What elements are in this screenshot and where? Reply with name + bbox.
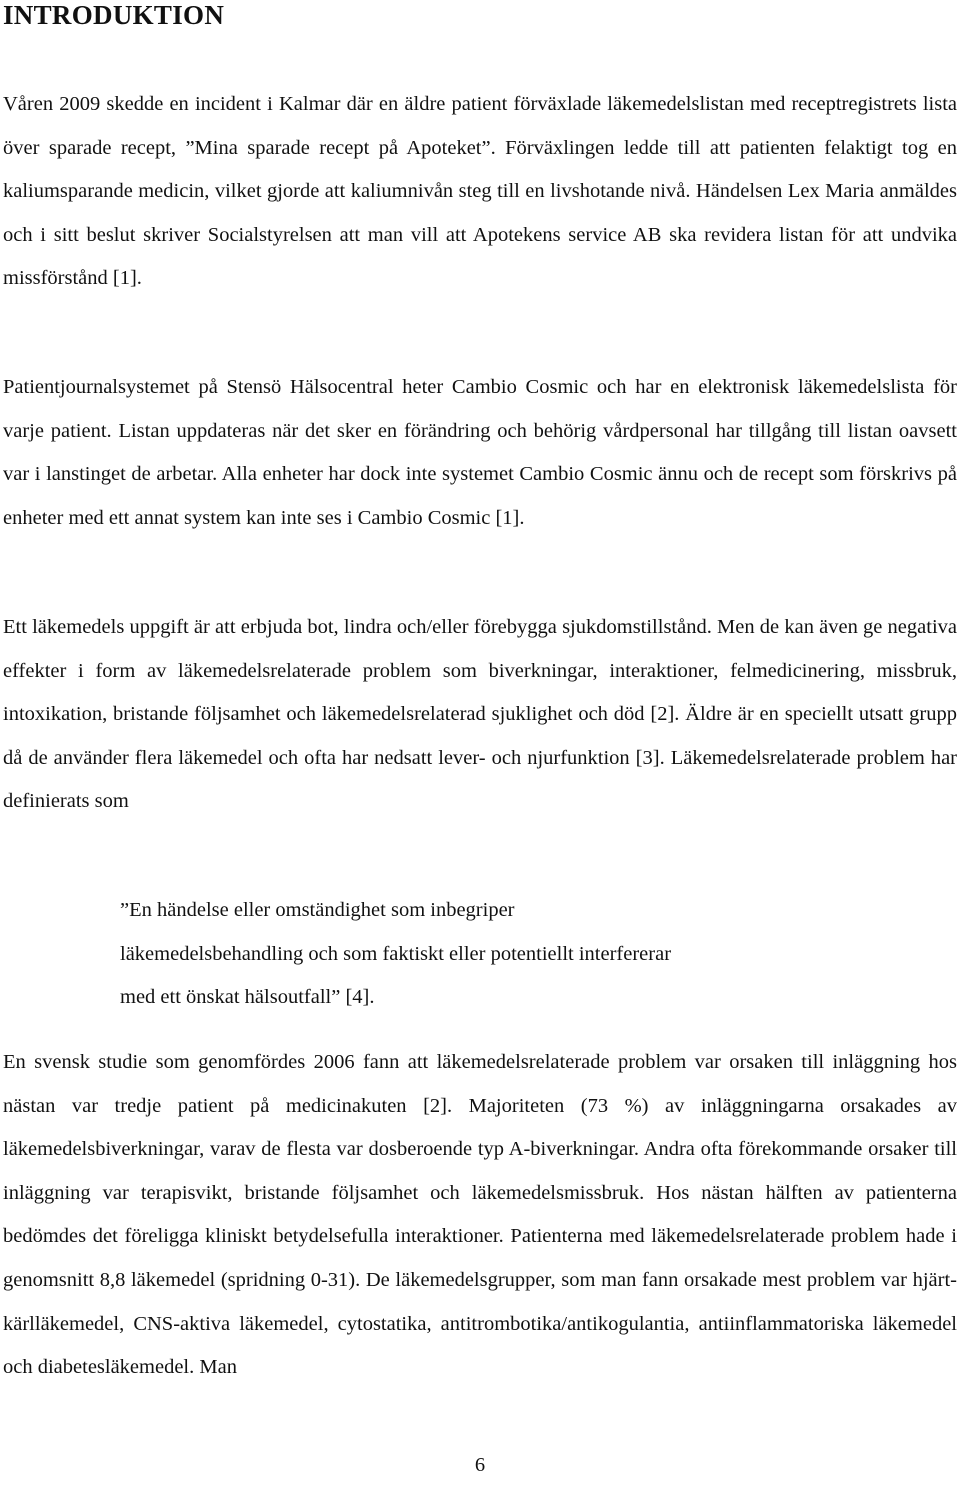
section-heading: INTRODUKTION	[3, 0, 225, 30]
paragraph-kalmar-incident: Våren 2009 skedde en incident i Kalmar där en äldre patient förväxlade läkemedelslistan med receptregistrets lista över sparade recept, ”Mina sparade recept på Apoteket”. Förväxlingen ledde till att patienten felaktigt tog en kaliumsparande medicin, vilket gjorde att kaliumnivån steg till en livshotande nivå. Händelsen Lex Maria anmäldes och i sitt beslut skriver Socialstyrelsen att man vill att Apotekens service AB ska revidera listan för att undvika missförstånd [1].	[3, 93, 957, 290]
paragraph-swedish-study: En svensk studie som genomfördes 2006 fann att läkemedelsrelaterade problem var orsaken till inläggning hos nästan var tredje patient på medicinakuten [2]. Majoriteten (73 %) av inläggningarna orsakades av läkemedelsbiverkningar, varav de flesta var dosberoende typ A-biverkningar. Andra ofta förekommande orsaker till inläggning var terapisvikt, bristande följsamhet och läkemedelsmissbruk. Hos nästan hälften av patienterna bedömdes det föreligga kliniskt betydelsefulla interaktioner. Patienterna med läkemedelsrelaterade problem hade i genomsnitt 8,8 läkemedel (spridning 0-31). De läkemedelsgrupper, som man fann orsakade mest problem var hjärt-kärlläkemedel, CNS-aktiva läkemedel, cytostatika, antitrombotika/antikogulantia, antiinflammatoriska läkemedel och diabetesläkemedel. Man	[3, 1051, 957, 1379]
quote-line-1: ”En händelse eller omständighet som inbegriper	[120, 899, 515, 921]
quote-line-3: med ett önskat hälsoutfall” [4].	[120, 986, 375, 1009]
quote-line-2: läkemedelsbehandling och som faktiskt eller potentiellt interfererar	[120, 942, 672, 965]
page-number: 6	[474, 1454, 486, 1476]
paragraph-drug-related-problems: Ett läkemedels uppgift är att erbjuda bot, lindra och/eller förebygga sjukdomstillstånd. Men de kan även ge negativa effekter i form av läkemedelsrelaterade problem som biverkningar, interaktioner, felmedicinering, missbruk, intoxikation, bristande följsamhet och läkemedelsrelaterad sjuklighet och död [2]. Äldre är en speciellt utsatt grupp då de använder flera läkemedel och ofta har nedsatt lever- och njurfunktion [3]. Läkemedelsrelaterade problem har definierats som	[3, 616, 957, 813]
definition-quote	[120, 889, 880, 1020]
paragraph-cambio-cosmic: Patientjournalsystemet på Stensö Hälsocentral heter Cambio Cosmic och har en elektronisk läkemedelslista för varje patient. Listan uppdateras när det sker en förändring och behörig vårdpersonal har tillgång till listan oavsett var i lanstinget de arbetar. Alla enheter har dock inte systemet Cambio Cosmic ännu och de recept som förskrivs på enheter med ett annat system kan inte ses i Cambio Cosmic [1].	[3, 376, 957, 529]
